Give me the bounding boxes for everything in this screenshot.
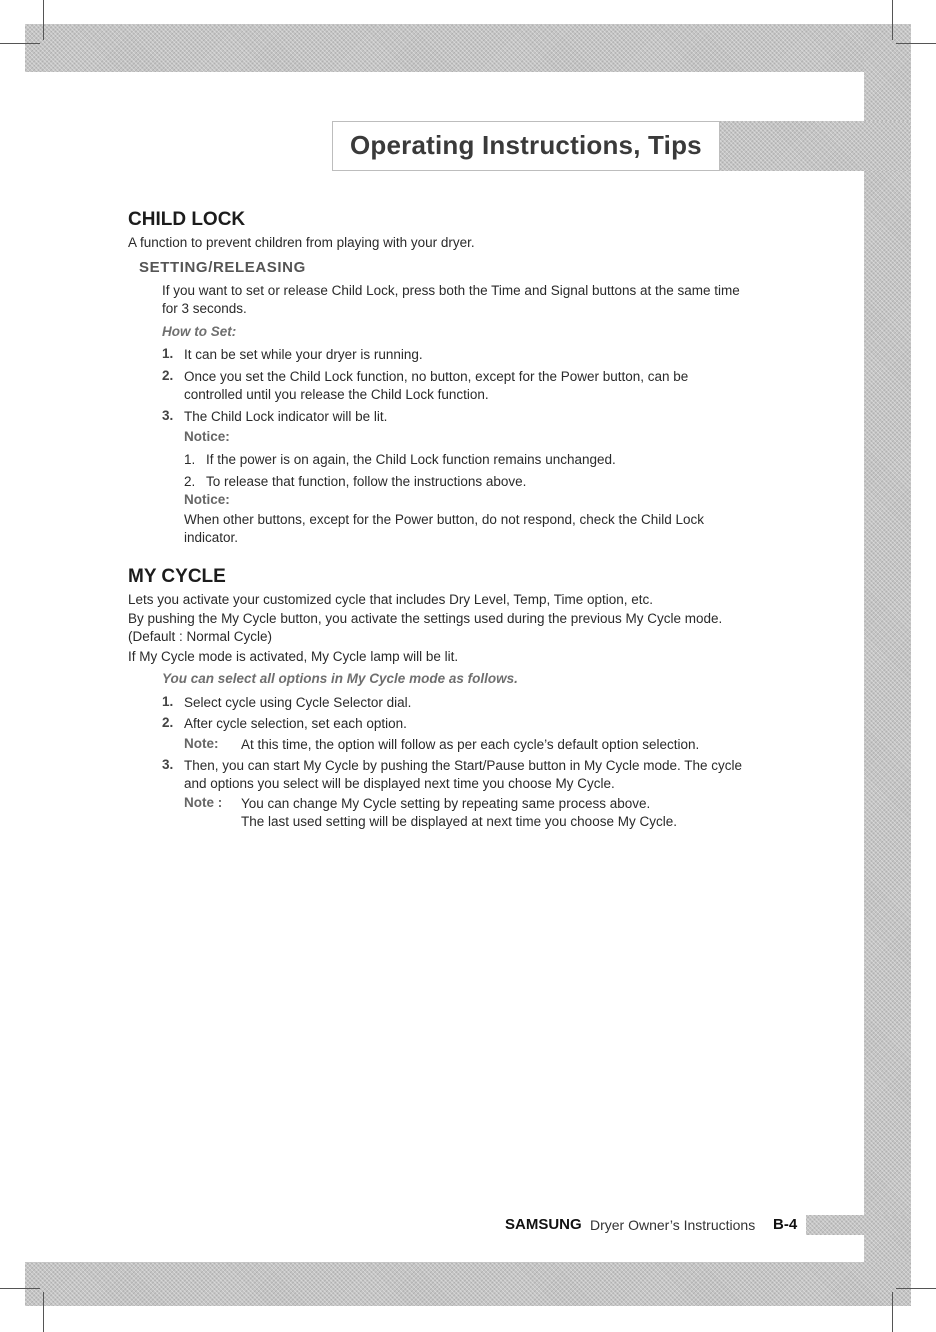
top-decorative-band	[25, 24, 911, 72]
step-text: Select cycle using Cycle Selector dial.	[184, 695, 412, 710]
notice-number: 1.	[184, 452, 196, 467]
step-number: 3.	[162, 408, 174, 423]
notice-text: If the power is on again, the Child Lock function remains unchanged.	[206, 452, 616, 467]
child-lock-desc-line: for 3 seconds.	[162, 301, 247, 316]
crop-mark	[43, 0, 44, 40]
crop-mark	[896, 43, 936, 44]
step-text: Then, you can start My Cycle by pushing the Start/Pause button in My Cycle mode. The cycle	[184, 758, 743, 773]
notice-text: To release that function, follow the instructions above.	[206, 474, 527, 489]
note-label: Note:	[184, 736, 219, 751]
note-text: At this time, the option will follow as per each cycle’s default option selection.	[241, 737, 700, 752]
crop-mark	[43, 1292, 44, 1332]
my-cycle-intro-line: By pushing the My Cycle button, you activate the settings used during the previous My Cycle mode.	[128, 611, 723, 626]
bottom-decorative-band	[25, 1262, 911, 1306]
child-lock-desc-line: If you want to set or release Child Lock, press both the Time and Signal buttons at the same time	[162, 283, 740, 298]
select-options-heading: You can select all options in My Cycle mode as follows.	[162, 671, 518, 686]
my-cycle-intro-line: (Default : Normal Cycle)	[128, 629, 273, 644]
step-text: controlled until you release the Child Lock function.	[184, 387, 489, 402]
notice-label: Notice:	[184, 429, 230, 444]
crop-mark	[892, 0, 893, 40]
setting-releasing-heading: SETTING/RELEASING	[139, 259, 306, 276]
notice-label: Notice:	[184, 492, 230, 507]
how-to-set-heading: How to Set:	[162, 324, 237, 339]
notice-number: 2.	[184, 474, 196, 489]
step-text: Once you set the Child Lock function, no button, except for the Power button, can be	[184, 369, 689, 384]
note-text: The last used setting will be displayed at next time you choose My Cycle.	[241, 814, 677, 829]
step-number: 1.	[162, 346, 174, 361]
child-lock-intro: A function to prevent children from playing with your dryer.	[128, 235, 475, 250]
note-text: You can change My Cycle setting by repeating same process above.	[241, 796, 651, 811]
step-text: After cycle selection, set each option.	[184, 716, 407, 731]
footer-brand: SAMSUNG	[505, 1216, 582, 1233]
step-number: 2.	[162, 368, 174, 383]
child-lock-heading: CHILD LOCK	[128, 209, 246, 230]
crop-mark	[892, 1292, 893, 1332]
crop-mark	[0, 1288, 40, 1289]
right-decorative-band	[864, 24, 911, 1306]
notice-text: When other buttons, except for the Power button, do not respond, check the Child Lock	[184, 512, 705, 527]
crop-mark	[896, 1288, 936, 1289]
footer-text: Dryer Owner’s Instructions	[590, 1217, 756, 1233]
note-label: Note :	[184, 795, 223, 810]
step-number: 3.	[162, 757, 174, 772]
my-cycle-intro-line: Lets you activate your customized cycle that includes Dry Level, Temp, Time option, etc.	[128, 592, 653, 607]
my-cycle-heading: MY CYCLE	[128, 566, 226, 587]
page-number: B-4	[773, 1216, 798, 1233]
step-number: 2.	[162, 715, 174, 730]
step-number: 1.	[162, 694, 174, 709]
notice-text: indicator.	[184, 530, 239, 545]
my-cycle-intro-line: If My Cycle mode is activated, My Cycle lamp will be lit.	[128, 649, 459, 664]
step-text: and options you select will be displayed next time you choose My Cycle.	[184, 776, 615, 791]
title-shade	[720, 121, 910, 171]
crop-mark	[0, 43, 40, 44]
page-title: Operating Instructions, Tips	[350, 130, 702, 160]
step-text: The Child Lock indicator will be lit.	[184, 409, 388, 424]
footer-shade	[806, 1215, 910, 1235]
step-text: It can be set while your dryer is running.	[184, 347, 423, 362]
